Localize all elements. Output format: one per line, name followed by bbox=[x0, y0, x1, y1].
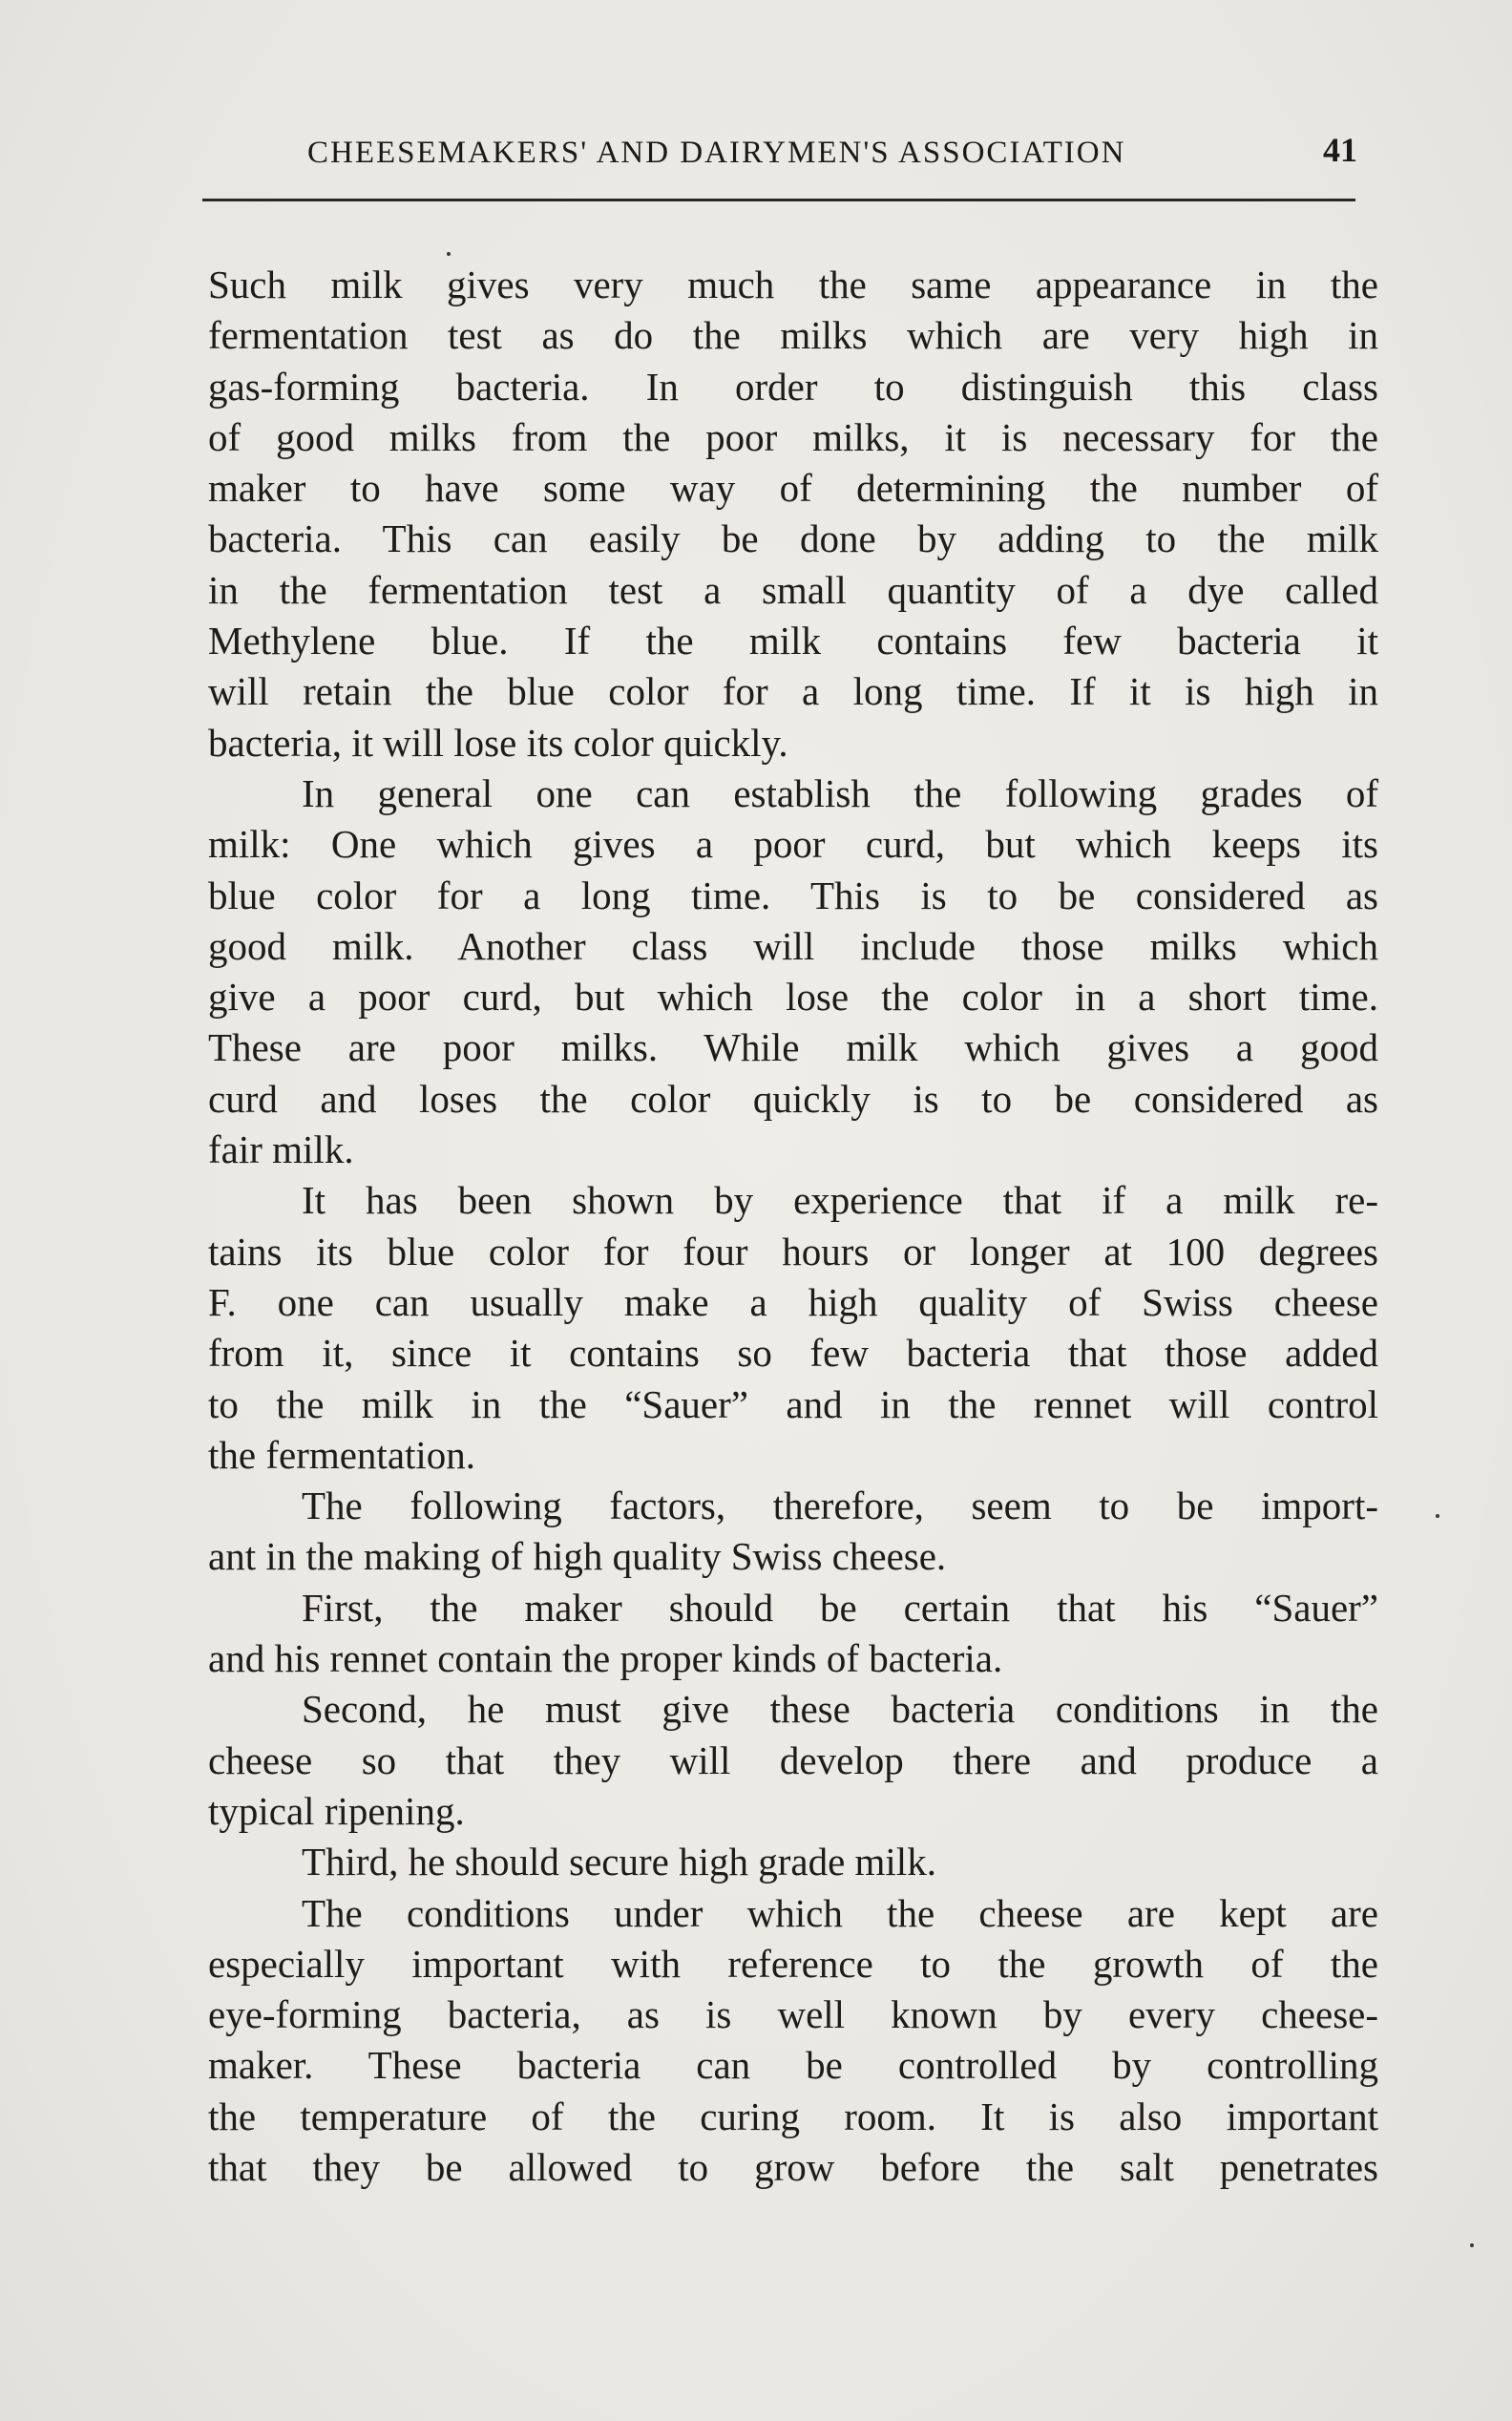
text-line: tains its blue color for four hours or longer at 100 degrees bbox=[208, 1229, 1378, 1274]
page-header bbox=[202, 130, 1357, 178]
text-line: Second, he must give these bacteria conditions in the bbox=[302, 1687, 1378, 1732]
text-line: especially important with reference to the growth of the bbox=[208, 1941, 1378, 1986]
text-line: bacteria, it will lose its color quickly. bbox=[208, 720, 788, 765]
text-line: These are poor milks. While milk which gives a good bbox=[208, 1025, 1378, 1070]
text-line: The following factors, therefore, seem to be import- bbox=[302, 1484, 1378, 1528]
text-line: First, the maker should be certain that his “Sauer” bbox=[302, 1585, 1378, 1630]
text-line: in the fermentation test a small quantity of a dye called bbox=[208, 567, 1378, 612]
text-line: good milk. Another class will include those milks which bbox=[208, 923, 1378, 968]
header-rule bbox=[202, 199, 1355, 201]
text-line: fair milk. bbox=[208, 1127, 354, 1172]
text-line: give a poor curd, but which lose the color in a short time. bbox=[208, 975, 1378, 1020]
page-number: 41 bbox=[1323, 131, 1357, 169]
body-text bbox=[208, 260, 1378, 2193]
text-line: the fermentation. bbox=[208, 1432, 476, 1477]
text-line: and his rennet contain the proper kinds of bacteria. bbox=[208, 1636, 1003, 1681]
text-line: to the milk in the “Sauer” and in the rennet will control bbox=[208, 1381, 1378, 1426]
text-line: In general one can establish the following grades of bbox=[302, 770, 1378, 815]
text-line: that they be allowed to grow before the salt penetrates bbox=[208, 2144, 1378, 2189]
text-line: the temperature of the curing room. It is also important bbox=[208, 2094, 1378, 2138]
text-line: Such milk gives very much the same appearance in the bbox=[208, 263, 1378, 306]
print-speck bbox=[1436, 1514, 1439, 1518]
text-line: typical ripening. bbox=[208, 1788, 465, 1833]
text-line: fermentation test as do the milks which are very high in bbox=[208, 313, 1378, 358]
text-line: from it, since it contains so few bacteria that those added bbox=[208, 1331, 1378, 1376]
text-line: F. one can usually make a high quality of Swiss cheese bbox=[208, 1279, 1378, 1324]
text-line: curd and loses the color quickly is to be considered as bbox=[208, 1076, 1378, 1121]
print-speck bbox=[1470, 2243, 1474, 2247]
text-line: eye-forming bacteria, as is well known by every cheese- bbox=[208, 1992, 1378, 2037]
text-line: gas-forming bacteria. In order to distinguish this class bbox=[208, 364, 1378, 409]
text-line: maker to have some way of determining the number of bbox=[208, 466, 1378, 511]
text-line: bacteria. This can easily be done by adding to the milk bbox=[208, 516, 1378, 561]
text-line: of good milks from the poor milks, it is necessary for the bbox=[208, 414, 1378, 459]
text-line: milk: One which gives a poor curd, but which keeps its bbox=[208, 822, 1378, 867]
print-speck bbox=[447, 252, 451, 256]
text-line: maker. These bacteria can be controlled by controlling bbox=[208, 2043, 1378, 2088]
text-line: will retain the blue color for a long time. If it is high in bbox=[208, 669, 1378, 714]
text-line: It has been shown by experience that if a milk re- bbox=[302, 1178, 1378, 1223]
text-line: The conditions under which the cheese are kept are bbox=[302, 1890, 1378, 1935]
text-line: ant in the making of high quality Swiss cheese. bbox=[208, 1534, 947, 1579]
text-line: cheese so that they will develop there and produce a bbox=[208, 1737, 1378, 1782]
text-line: Methylene blue. If the milk contains few bacteria it bbox=[208, 619, 1378, 663]
text-line: blue color for a long time. This is to be considered as bbox=[208, 873, 1378, 917]
running-head: CHEESEMAKERS' AND DAIRYMEN'S ASSOCIATION bbox=[307, 136, 1126, 170]
text-line: Third, he should secure high grade milk. bbox=[302, 1840, 936, 1884]
